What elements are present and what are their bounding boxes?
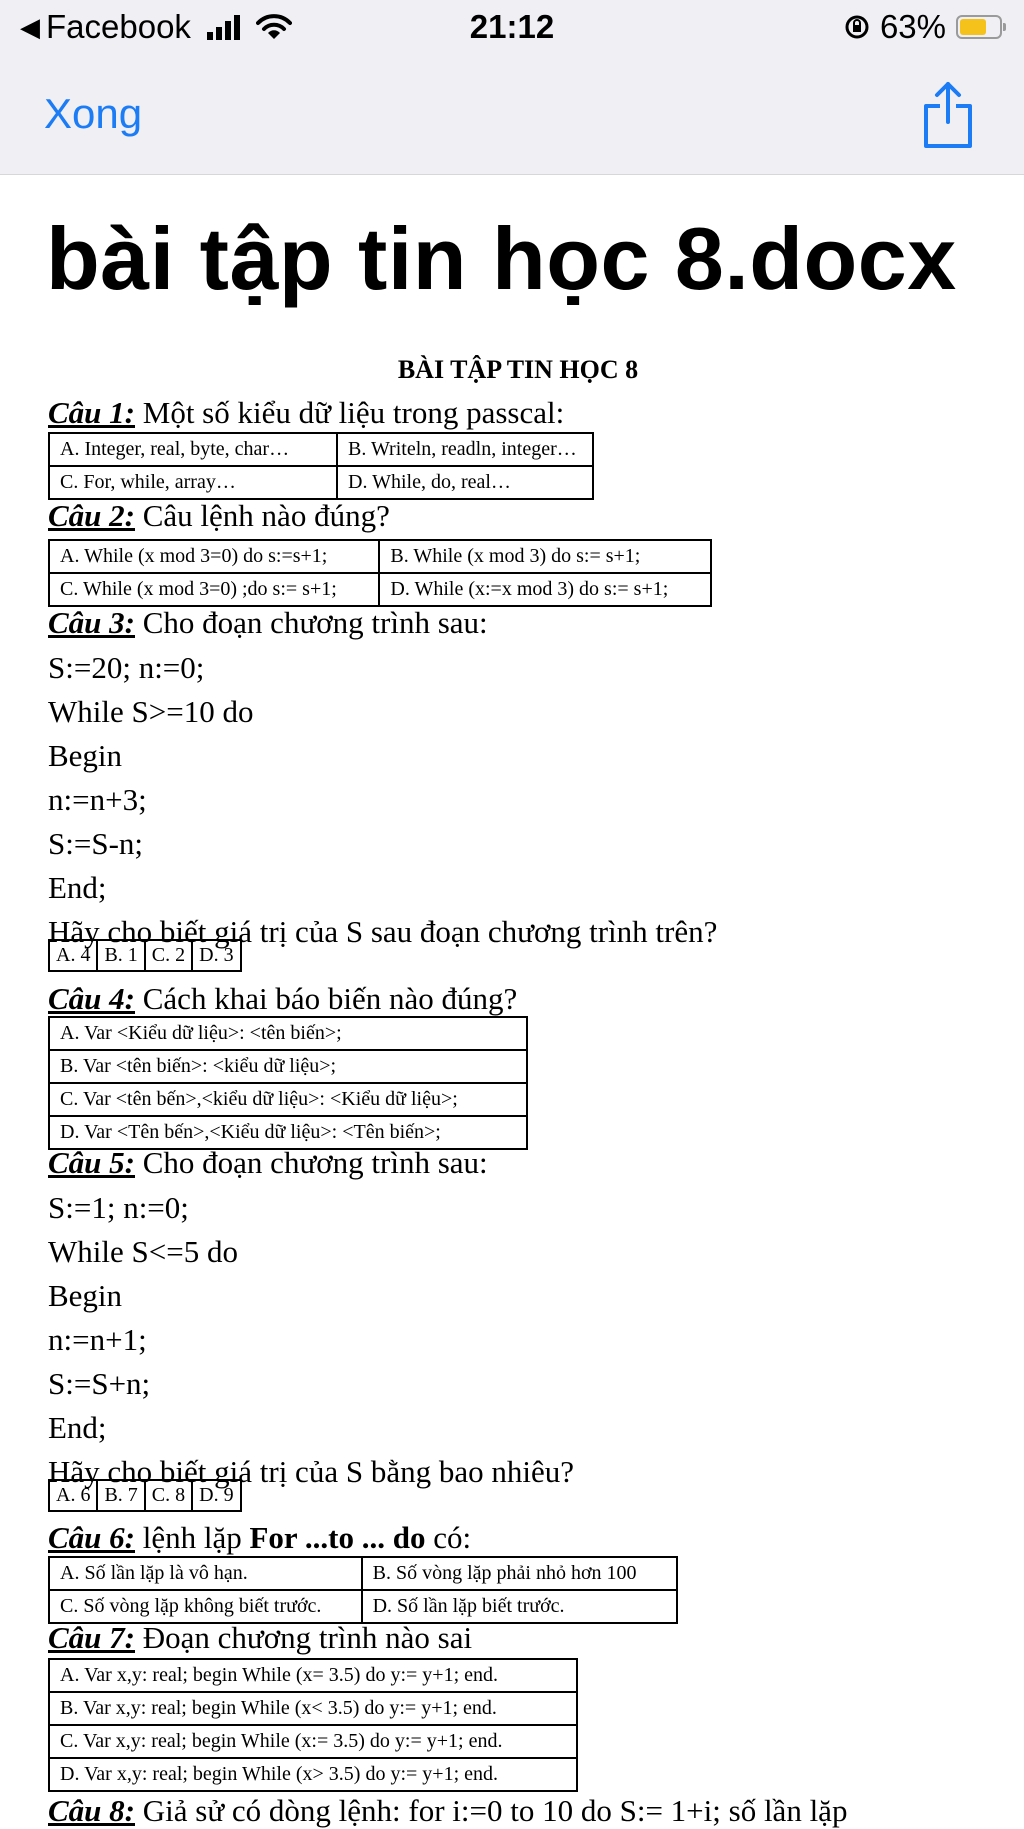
question-text: Câu lệnh nào đúng? xyxy=(135,498,390,533)
question-label: Câu 8: xyxy=(48,1793,135,1828)
question-5 xyxy=(48,1145,488,1181)
orientation-lock-icon xyxy=(844,14,870,40)
question-7-options xyxy=(48,1658,578,1792)
option-c: C. For, while, array… xyxy=(49,466,337,499)
option-c: C. 2 xyxy=(145,940,192,971)
option-b: B. Var <tên biến>: <kiểu dữ liệu>; xyxy=(49,1050,527,1083)
share-icon[interactable] xyxy=(920,78,976,150)
question-4 xyxy=(48,981,517,1017)
option-d: D. Var x,y: real; begin While (x> 3.5) do y:= y+1; end. xyxy=(49,1758,577,1791)
clock: 21:12 xyxy=(469,8,555,45)
option-c: C. 8 xyxy=(145,1480,192,1511)
option-a: A. 4 xyxy=(49,940,97,971)
question-prompt: Hãy cho biết giá trị của S bằng bao nhiêu? xyxy=(48,1454,574,1489)
status-bar xyxy=(0,0,1024,56)
back-app-name: Facebook xyxy=(46,8,191,45)
question-label: Câu 7: xyxy=(48,1620,135,1655)
option-b: B. Var x,y: real; begin While (x< 3.5) do y:= y+1; end. xyxy=(49,1692,577,1725)
code-line: n:=n+1; xyxy=(48,1322,147,1357)
option-b: B. Số vòng lặp phải nhỏ hơn 100 xyxy=(362,1557,677,1590)
option-a: A. Integer, real, byte, char… xyxy=(49,433,337,466)
question-2 xyxy=(48,498,390,534)
question-text: Cách khai báo biến nào đúng? xyxy=(135,981,518,1016)
code-line: n:=n+3; xyxy=(48,782,147,817)
question-3-options xyxy=(48,939,242,972)
option-c: C. Var x,y: real; begin While (x:= 3.5) do y:= y+1; end. xyxy=(49,1725,577,1758)
question-text: lệnh lặp xyxy=(135,1520,250,1555)
question-5-options xyxy=(48,1479,242,1512)
option-d: D. While (x:=x mod 3) do s:= s+1; xyxy=(379,573,711,606)
option-c: C. Var <tên bến>,<kiểu dữ liệu>: <Kiểu dữ liệu>; xyxy=(49,1083,527,1116)
option-b: B. 1 xyxy=(97,940,144,971)
question-6-options xyxy=(48,1556,678,1624)
battery-icon xyxy=(956,15,1002,39)
code-line: End; xyxy=(48,1410,107,1445)
battery-percent: 63% xyxy=(879,8,946,45)
question-7 xyxy=(48,1620,472,1656)
code-line: S:=S-n; xyxy=(48,826,144,861)
option-c: C. Số vòng lặp không biết trước. xyxy=(49,1590,362,1623)
back-triangle-icon: ◀ xyxy=(20,11,40,42)
status-right xyxy=(844,8,1002,46)
question-label: Câu 2: xyxy=(48,498,135,533)
question-label: Câu 3: xyxy=(48,605,135,640)
question-text: Cho đoạn chương trình sau: xyxy=(135,1145,488,1180)
option-b: B. Writeln, readln, integer… xyxy=(337,433,593,466)
question-text: Giả sử có dòng lệnh: for i:=0 to 10 do S:= 1+i; số lần lặp xyxy=(135,1793,848,1828)
question-text-bold: For ...to ... do xyxy=(249,1520,426,1555)
option-a: A. 6 xyxy=(49,1480,97,1511)
code-line: While S<=5 do xyxy=(48,1234,238,1269)
question-1 xyxy=(48,395,564,431)
question-2-options xyxy=(48,539,712,607)
question-text: Một số kiểu dữ liệu trong passcal: xyxy=(135,395,565,430)
document-heading: BÀI TẬP TIN HỌC 8 xyxy=(397,355,639,384)
question-text: có: xyxy=(425,1520,472,1555)
question-label: Câu 4: xyxy=(48,981,135,1016)
code-line: While S>=10 do xyxy=(48,694,254,729)
option-a: A. Var <Kiểu dữ liệu>: <tên biến>; xyxy=(49,1017,527,1050)
file-title: bài tập tin học 8.docx xyxy=(46,209,957,308)
option-a: A. Var x,y: real; begin While (x= 3.5) do y:= y+1; end. xyxy=(49,1659,577,1692)
option-d: D. 3 xyxy=(192,940,240,971)
option-a: A. While (x mod 3=0) do s:=s+1; xyxy=(49,540,379,573)
code-line: End; xyxy=(48,870,107,905)
document-nav-bar xyxy=(0,56,1024,175)
option-b: B. While (x mod 3) do s:= s+1; xyxy=(379,540,711,573)
question-label: Câu 6: xyxy=(48,1520,135,1555)
question-label: Câu 1: xyxy=(48,395,135,430)
option-c: C. While (x mod 3=0) ;do s:= s+1; xyxy=(49,573,379,606)
option-d: D. Var <Tên bến>,<Kiểu dữ liệu>: <Tên biến>; xyxy=(49,1116,527,1149)
code-line: S:=S+n; xyxy=(48,1366,151,1401)
question-label: Câu 5: xyxy=(48,1145,135,1180)
question-4-options xyxy=(48,1016,528,1150)
code-line: S:=20; n:=0; xyxy=(48,650,205,685)
code-line: Begin xyxy=(48,1278,123,1313)
option-b: B. 7 xyxy=(97,1480,144,1511)
question-text: Cho đoạn chương trình sau: xyxy=(135,605,488,640)
option-d: D. While, do, real… xyxy=(337,466,593,499)
option-d: D. 9 xyxy=(192,1480,240,1511)
option-a: A. Số lần lặp là vô hạn. xyxy=(49,1557,362,1590)
option-d: D. Số lần lặp biết trước. xyxy=(362,1590,677,1623)
question-text: Đoạn chương trình nào sai xyxy=(135,1620,473,1655)
code-line: Begin xyxy=(48,738,123,773)
code-line: S:=1; n:=0; xyxy=(48,1190,189,1225)
done-button[interactable]: Xong xyxy=(44,90,143,137)
question-prompt: Hãy cho biết giá trị của S sau đoạn chương trình trên? xyxy=(48,914,718,949)
question-3 xyxy=(48,605,488,641)
question-1-options xyxy=(48,432,594,500)
question-6 xyxy=(48,1520,471,1556)
question-8 xyxy=(48,1793,847,1829)
